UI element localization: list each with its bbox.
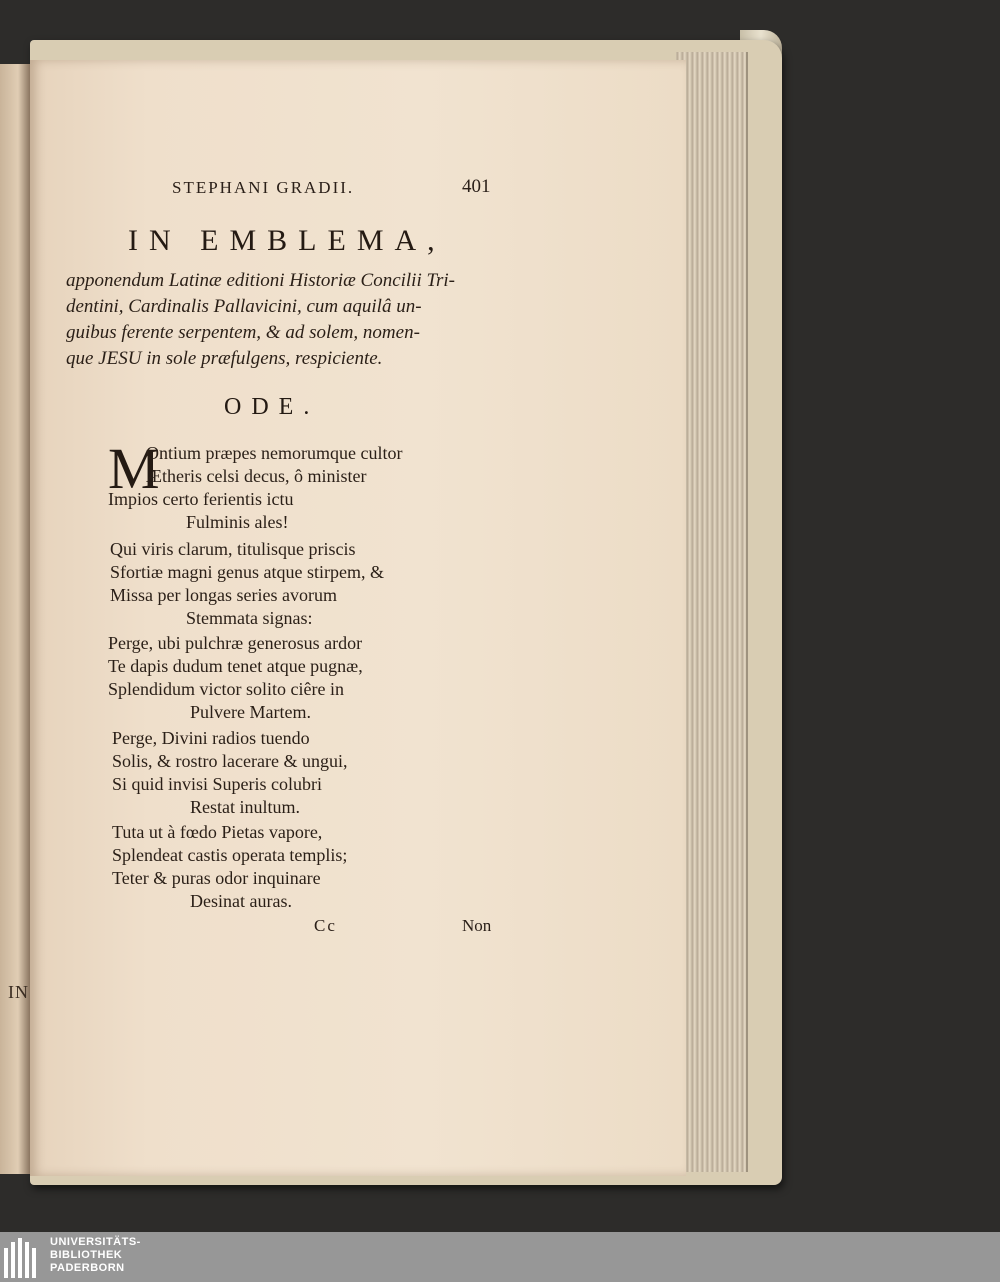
poem-line: Pulvere Martem. — [190, 702, 311, 722]
subtitle-line: apponendum Latinæ editioni Historiæ Concilii Tri- — [66, 270, 456, 291]
logo-line: PADERBORN — [50, 1262, 125, 1274]
poem-line: Restat inultum. — [190, 797, 300, 817]
drop-cap: M — [108, 436, 160, 501]
poem-line: Solis, & rostro lacerare & ungui, — [112, 751, 348, 771]
poem-line: Splendeat castis operata templis; — [112, 845, 348, 865]
poem-line: Desinat auras. — [190, 891, 292, 911]
poem-line: Impios certo ferientis ictu — [108, 489, 294, 509]
poem-line: Sfortiæ magni genus atque stirpem, & — [110, 562, 384, 582]
poem-line: Missa per longas series avorum — [110, 585, 337, 605]
poem-line: Perge, Divini radios tuendo — [112, 728, 310, 748]
poem-line: Si quid invisi Superis colubri — [112, 774, 323, 794]
poem-line: Te dapis dudum tenet atque pugnæ, — [108, 656, 363, 676]
subtitle-line: dentini, Cardinalis Pallavicini, cum aquilâ un- — [66, 296, 422, 317]
poem-line: Perge, ubi pulchræ generosus ardor — [108, 633, 363, 653]
poem-line: Teter & puras odor inquinare — [112, 868, 321, 888]
page-title: IN EMBLEMA, — [128, 224, 446, 257]
poem-line: Ontium præpes nemorumque cultor — [146, 443, 403, 463]
subtitle — [66, 268, 506, 372]
library-logo-icon — [4, 1238, 44, 1278]
poem-line: Stemmata signas: — [186, 608, 313, 628]
poem-line: Fulminis ales! — [186, 512, 289, 532]
running-head: STEPHANI GRADII. — [172, 178, 355, 197]
library-logo-text — [50, 1236, 141, 1275]
logo-line: UNIVERSITÄTS- — [50, 1236, 141, 1248]
signature-mark: Cc — [314, 916, 337, 935]
left-page-fragment: IN — [8, 982, 29, 1002]
catchword: Non — [462, 916, 492, 935]
poem-line: Tuta ut à fœdo Pietas vapore, — [112, 822, 323, 842]
page-number: 401 — [462, 176, 491, 197]
footer-bar — [0, 1232, 1000, 1282]
page-edges — [676, 52, 748, 1172]
logo-line: BIBLIOTHEK — [50, 1249, 123, 1261]
poem-line: Ætheris celsi decus, ô minister — [146, 466, 367, 486]
ode-heading: ODE. — [224, 394, 320, 420]
subtitle-line: que JESU in sole præfulgens, respiciente. — [66, 348, 383, 369]
subtitle-line: guibus ferente serpentem, & ad solem, nomen- — [66, 322, 420, 343]
left-page-strip — [0, 64, 30, 1174]
poem-line: Splendidum victor solito ciêre in — [108, 679, 344, 699]
poem-line: Qui viris clarum, titulisque priscis — [110, 539, 356, 559]
